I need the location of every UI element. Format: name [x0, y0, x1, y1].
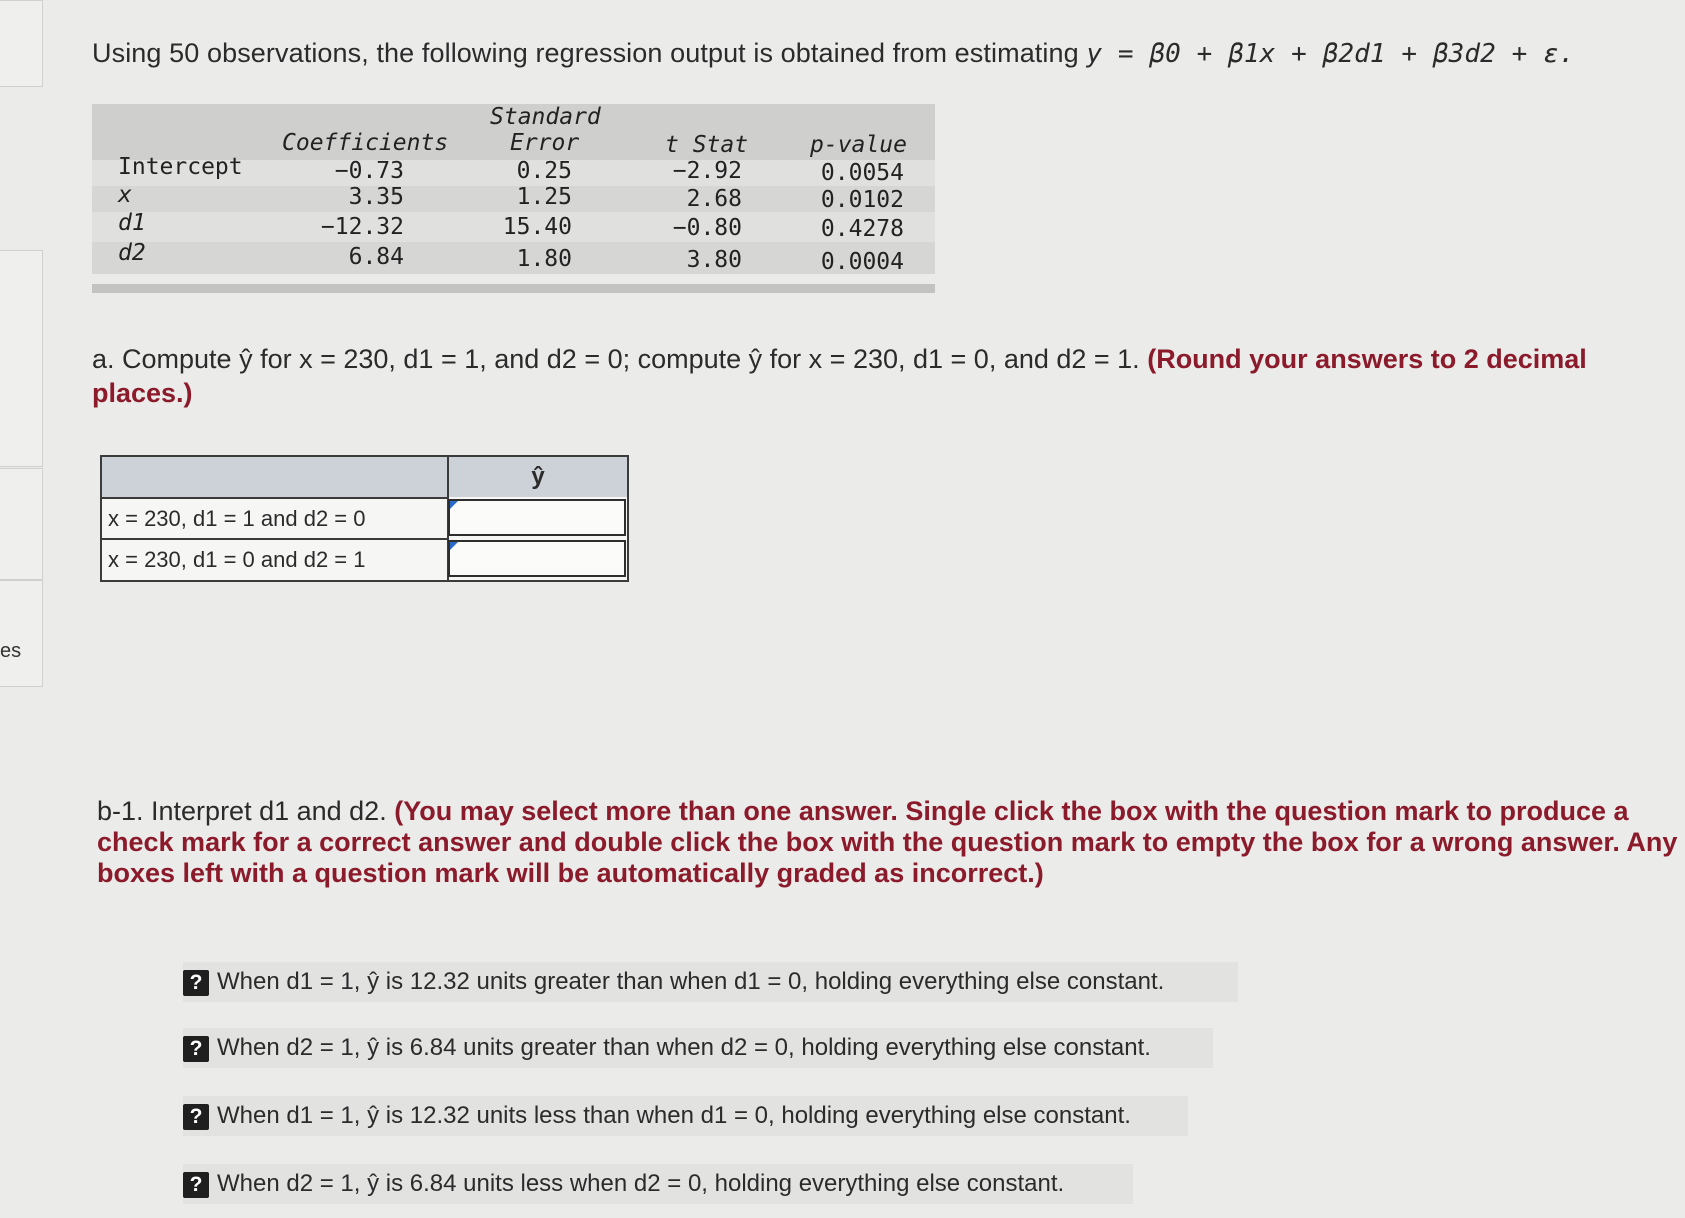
part-a-prompt: [92, 342, 1672, 410]
se-value: 1.25: [516, 184, 572, 210]
row-name: x: [118, 182, 132, 208]
part-b1-prompt: [97, 796, 1685, 889]
row-name: Intercept: [118, 154, 243, 180]
answer-row-label: x = 230, d1 = 1 and d2 = 0: [102, 497, 447, 536]
t-value: 3.80: [686, 247, 742, 273]
answer-option-2[interactable]: [183, 1028, 1151, 1068]
p-value: 0.0102: [820, 187, 904, 213]
answer-option-3[interactable]: [183, 1096, 1131, 1136]
answer-table-header-blank: [102, 457, 447, 497]
part-a-instruction: (Round your answers to 2 decimal places.): [92, 344, 1587, 408]
regression-output-table: [92, 104, 935, 302]
row-name: d1: [118, 210, 146, 236]
t-value: −2.92: [672, 158, 742, 184]
coef-value: 3.35: [348, 184, 404, 210]
coef-value: −12.32: [320, 214, 404, 240]
answer-row-label: x = 230, d1 = 0 and d2 = 1: [102, 538, 447, 577]
answer-option-1[interactable]: [183, 962, 1164, 1002]
header-standard: Standard: [490, 104, 601, 130]
p-value: 0.0054: [820, 160, 904, 186]
side-panel-tab[interactable]: [0, 0, 43, 87]
yhat-input-row-1[interactable]: [448, 499, 626, 536]
question-prompt: [92, 38, 1575, 69]
answer-table-header-yhat: ŷ: [449, 457, 627, 497]
question-mark-checkbox[interactable]: ?: [183, 1172, 209, 1198]
side-panel-tab[interactable]: [0, 468, 43, 580]
question-intro: Using 50 observations, the following regression output is obtained from estimating: [92, 38, 1087, 68]
header-t-stat: t Stat: [665, 132, 749, 158]
option-text: When d2 = 1, ŷ is 6.84 units greater than when d2 = 0, holding everything else constant.: [217, 1034, 1151, 1061]
table-bottom-rule: [92, 284, 935, 293]
p-value: 0.0004: [820, 249, 904, 275]
question-mark-checkbox[interactable]: ?: [183, 970, 209, 996]
side-panel-tab[interactable]: [0, 250, 43, 467]
part-a-text: a. Compute ŷ for x = 230, d1 = 1, and d2 = 0; compute ŷ for x = 230, d1 = 0, and d2 = 1.: [92, 344, 1140, 374]
header-coefficients: Coefficients: [282, 130, 449, 156]
t-value: −0.80: [672, 215, 742, 241]
answer-table: [100, 455, 629, 582]
header-p-value: p-value: [810, 132, 907, 158]
header-error: Error: [510, 130, 580, 156]
part-b1-instruction: (You may select more than one answer. Single click the box with the question mark to produce a check mark for a correct answer and double click the box with the question mark to empty the box for a wrong answer. Any boxes left with a question mark will be automatically graded as incorrect.): [97, 796, 1678, 888]
t-value: 2.68: [686, 186, 742, 212]
se-value: 1.80: [516, 246, 572, 272]
side-panel-tab[interactable]: [0, 580, 43, 687]
option-text: When d2 = 1, ŷ is 6.84 units less when d2 = 0, holding everything else constant.: [217, 1170, 1065, 1197]
coef-value: 6.84: [348, 244, 404, 270]
side-panel-label: es: [0, 640, 22, 662]
part-b1-text: b-1. Interpret d1 and d2.: [97, 796, 387, 826]
p-value: 0.4278: [820, 216, 904, 242]
option-text: When d1 = 1, ŷ is 12.32 units greater than when d1 = 0, holding everything else constant.: [217, 968, 1165, 995]
row-name: d2: [118, 240, 146, 266]
se-value: 15.40: [502, 214, 572, 240]
side-panel: [0, 0, 42, 1218]
coef-value: −0.73: [334, 158, 404, 184]
option-text: When d1 = 1, ŷ is 12.32 units less than when d1 = 0, holding everything else constant.: [217, 1102, 1131, 1129]
regression-equation: y = β0 + β1x + β2d1 + β3d2 + ε.: [1086, 39, 1575, 69]
yhat-input-row-2[interactable]: [448, 540, 626, 577]
question-mark-checkbox[interactable]: ?: [183, 1036, 209, 1062]
se-value: 0.25: [516, 158, 572, 184]
answer-option-4[interactable]: [183, 1164, 1064, 1204]
question-mark-checkbox[interactable]: ?: [183, 1104, 209, 1130]
